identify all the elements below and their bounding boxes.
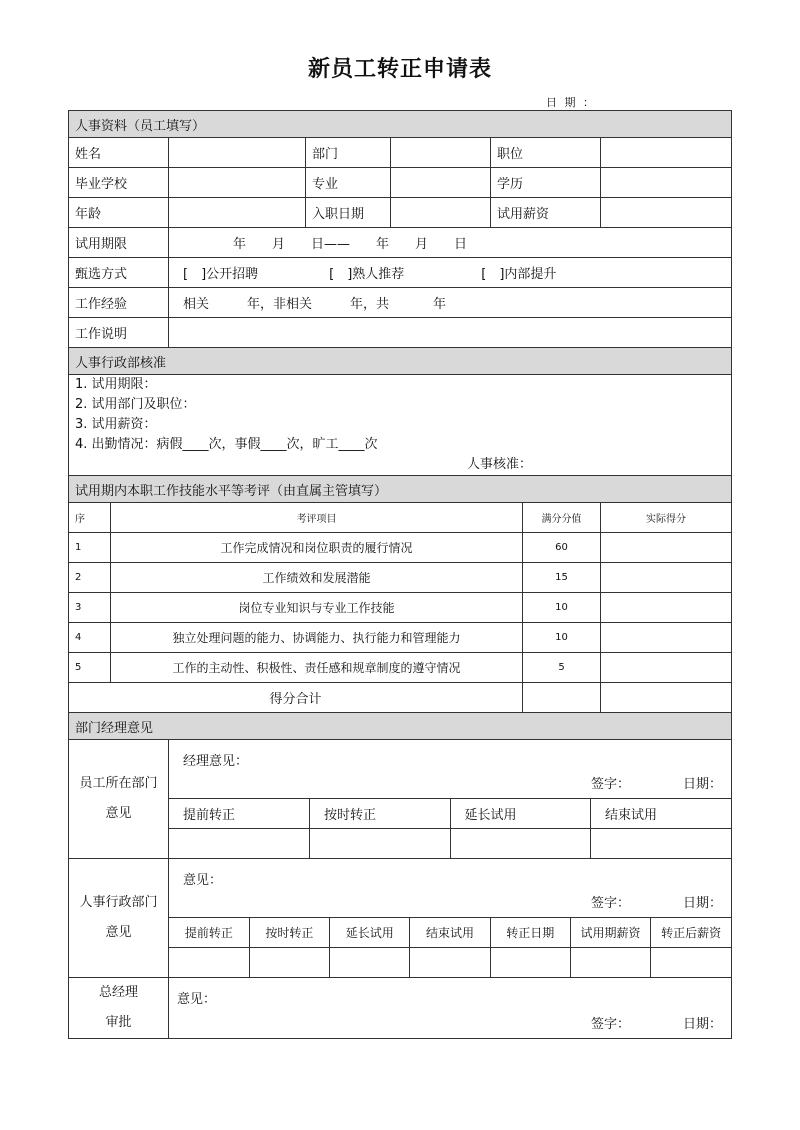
label-experience: 工作经验 [69,288,169,318]
exp-related: 相关 [183,297,210,312]
label-trial-salary: 试用薪资 [491,198,601,228]
eval-full: 10 [523,593,601,623]
eval-actual-input[interactable] [601,623,732,653]
hr-approval-block[interactable] [69,375,732,476]
eval-no: 1 [69,533,111,563]
manager-opinion-label: 经理意见： [183,754,249,769]
field-trial-salary[interactable] [601,198,732,228]
hr-option-regular-date[interactable]: 转正日期 [490,918,570,948]
dept-date-label: 日期： [683,777,723,792]
hr-check-early[interactable] [169,948,249,978]
gm-date-label: 日期： [683,1017,723,1032]
label-trial-period: 试用期限 [69,228,169,258]
form-title: 新员工转正申请表 [307,57,492,82]
hr-item-attendance: 4. 出勤情况：病假____次，事假____次，旷工____次 [75,437,378,452]
dept-check-early[interactable] [169,829,310,859]
eval-row [69,563,732,593]
hr-input-regular-date[interactable] [490,948,570,978]
label-major: 专业 [306,168,391,198]
field-work-desc[interactable] [169,318,732,348]
dept-opinion-block [169,740,732,859]
eval-item: 岗位专业知识与专业工作技能 [111,593,523,623]
hr-item-salary: 3. 试用薪资： [75,417,157,432]
section-personnel-title: 人事资料（员工填写） [69,111,732,138]
eval-item: 工作的主动性、积极性、责任感和规章制度的遵守情况 [111,653,523,683]
eval-no: 4 [69,623,111,653]
eval-row [69,533,732,563]
total-full-input[interactable] [523,683,601,713]
hr-opinion-label-line2: 意见 [105,925,132,940]
option-public-recruit[interactable]: [ ]公开招聘 [183,267,259,282]
total-label: 得分合计 [69,683,523,713]
label-join-date: 入职日期 [306,198,391,228]
dept-option-early[interactable]: 提前转正 [169,799,310,829]
hr-sign-label: 签字： [591,896,631,911]
hr-opinion-label-line1: 人事行政部门 [79,895,158,910]
hr-option-end[interactable]: 结束试用 [410,918,490,948]
field-major[interactable] [391,168,491,198]
field-position[interactable] [601,138,732,168]
hr-input-regular-salary[interactable] [651,948,731,978]
eval-full: 60 [523,533,601,563]
eval-no: 3 [69,593,111,623]
hr-option-early[interactable]: 提前转正 [169,918,249,948]
hr-option-ontime[interactable]: 按时转正 [249,918,329,948]
hr-check-end[interactable] [410,948,490,978]
field-trial-period[interactable]: 年 月 日—— 年 月 日 [169,228,732,258]
label-education: 学历 [491,168,601,198]
dept-check-end[interactable] [591,829,732,859]
field-age[interactable] [169,198,306,228]
application-form-table [68,110,732,1039]
section-evaluation-title: 试用期内本职工作技能水平等考评（由直属主管填写） [69,476,732,503]
hr-opinion-text-label: 意见： [183,873,223,888]
hr-input-trial-salary[interactable] [570,948,650,978]
eval-item: 工作绩效和发展潜能 [111,563,523,593]
dept-option-ontime[interactable]: 按时转正 [310,799,451,829]
gm-approval-label [69,978,169,1039]
header-full-score: 满分分值 [523,503,601,533]
hr-item-dept-position: 2. 试用部门及职位： [75,397,196,412]
eval-no: 5 [69,653,111,683]
header-actual-score: 实际得分 [601,503,732,533]
label-selection: 甄选方式 [69,258,169,288]
label-age: 年龄 [69,198,169,228]
field-selection[interactable] [169,258,732,288]
gm-sign-label: 签字： [591,1017,631,1032]
section-manager-title: 部门经理意见 [69,713,732,740]
eval-actual-input[interactable] [601,653,732,683]
eval-actual-input[interactable] [601,563,732,593]
eval-actual-input[interactable] [601,593,732,623]
header-item: 考评项目 [111,503,523,533]
eval-full: 15 [523,563,601,593]
gm-label-line2: 审批 [105,1015,132,1030]
label-school: 毕业学校 [69,168,169,198]
dept-opinion-label [69,740,169,859]
eval-no: 2 [69,563,111,593]
header-date-label: 日 期 ： [546,96,596,109]
hr-approval-label: 人事核准： [467,457,533,472]
hr-opinion-area[interactable] [169,859,731,917]
dept-opinion-label-line1: 员工所在部门 [79,776,158,791]
exp-unrelated: 年，非相关 [247,297,313,312]
label-work-desc: 工作说明 [69,318,169,348]
dept-opinion-area[interactable] [169,740,731,798]
option-referral[interactable]: [ ]熟人推荐 [329,267,405,282]
field-experience[interactable] [169,288,732,318]
dept-decision-table [169,798,731,858]
exp-total: 年，共 [350,297,390,312]
exp-year: 年 [433,297,447,312]
eval-row [69,593,732,623]
hr-option-regular-salary[interactable]: 转正后薪资 [651,918,731,948]
field-join-date[interactable] [391,198,491,228]
gm-opinion-label: 意见： [177,992,217,1007]
total-actual-input[interactable] [601,683,732,713]
option-internal-promotion[interactable]: [ ]内部提升 [481,267,557,282]
hr-option-trial-salary[interactable]: 试用期薪资 [570,918,650,948]
dept-opinion-label-line2: 意见 [105,806,132,821]
gm-approval-block[interactable] [169,978,732,1039]
dept-sign-label: 签字： [591,777,631,792]
eval-actual-input[interactable] [601,533,732,563]
eval-full: 10 [523,623,601,653]
hr-decision-table [169,917,731,977]
hr-item-trial-period: 1. 试用期限： [75,377,157,392]
field-education[interactable] [601,168,732,198]
header-no: 序 [69,503,111,533]
gm-label-line1: 总经理 [98,985,138,1000]
dept-option-end[interactable]: 结束试用 [591,799,732,829]
label-dept: 部门 [306,138,391,168]
field-dept[interactable] [391,138,491,168]
eval-item: 工作完成情况和岗位职责的履行情况 [111,533,523,563]
hr-option-extend[interactable]: 延长试用 [330,918,410,948]
hr-date-label: 日期： [683,896,723,911]
section-hr-approval-title: 人事行政部核准 [69,348,732,375]
dept-option-extend[interactable]: 延长试用 [450,799,591,829]
field-school[interactable] [169,168,306,198]
eval-row [69,653,732,683]
hr-check-ontime[interactable] [249,948,329,978]
hr-check-extend[interactable] [330,948,410,978]
eval-item: 独立处理问题的能力、协调能力、执行能力和管理能力 [111,623,523,653]
eval-row [69,623,732,653]
dept-check-extend[interactable] [450,829,591,859]
hr-opinion-block [169,859,732,978]
field-name[interactable] [169,138,306,168]
label-name: 姓名 [69,138,169,168]
eval-full: 5 [523,653,601,683]
hr-opinion-label [69,859,169,978]
dept-check-ontime[interactable] [310,829,451,859]
label-position: 职位 [491,138,601,168]
